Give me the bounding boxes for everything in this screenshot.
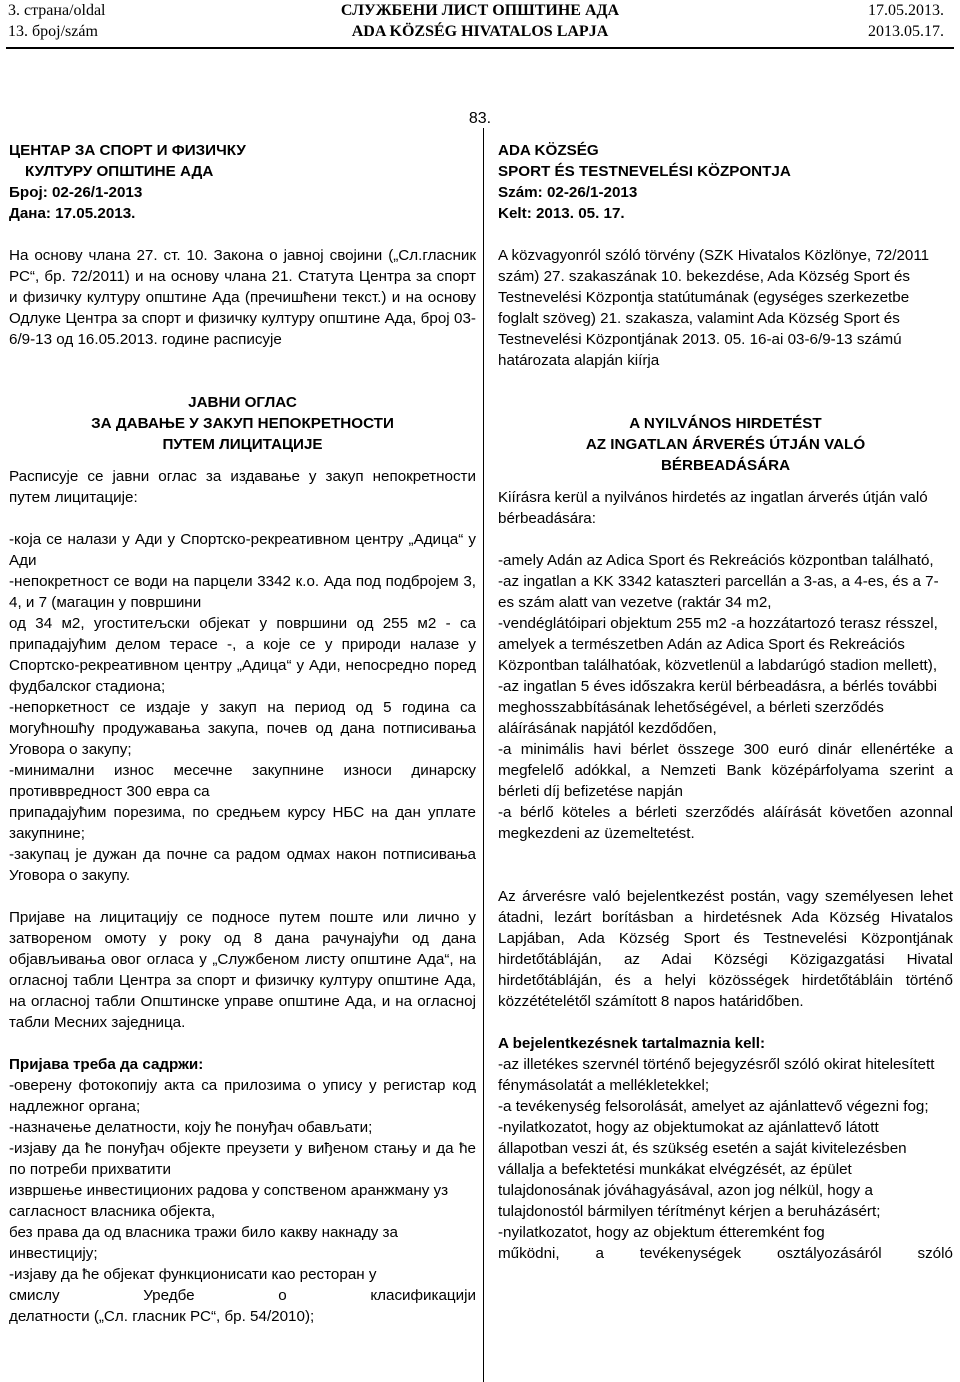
- word: смислу: [9, 1287, 60, 1304]
- word: tevékenységek: [639, 1245, 742, 1262]
- org-name-line2: SPORT ÉS TESTNEVELÉSI KÖZPONTJA: [498, 163, 791, 180]
- condition-parcel: -az ingatlan a KK 3342 kataszteri parcellán a 3-as, a 4-es, és a 7-es szám alatt van vezetve (raktár 34 m2,: [498, 573, 939, 611]
- requirement-gazette-ref: делатности („Сл. гласник РС“, бр. 54/2010);: [9, 1308, 315, 1325]
- application-contents-heading: A bejelentkezésnek tartalmaznia kell:: [498, 1035, 766, 1052]
- header-rule: [6, 47, 954, 49]
- notice-intro: Расписује се јавни оглас за издавање у закуп непокретности путем лицитације:: [9, 468, 476, 506]
- condition-premises: -vendéglátóipari objektum 255 m2 -a hozzátartozó terasz résszel, amelyek a természetben Adán az Adica Sport és Rekreációs Központban találhatóak, közvetlenül a labdarúgó stadion mellett),: [498, 615, 938, 674]
- item-number: 83.: [468, 110, 492, 127]
- notice-intro: Kiírásra kerül a nyilvános hirdetés az ingatlan árverés útján való bérbeadására:: [498, 489, 928, 527]
- org-name-line1: ЦЕНТАР ЗА СПОРТ И ФИЗИЧКУ: [9, 142, 246, 159]
- preamble: A közvagyonról szóló törvény (SZK Hivatalos Közlönye, 72/2011 szám) 27. szakaszának 10. bekezdése, Ada Község Sport és Testnevelési Központja statútumának (egységes szerkezetbe foglalt szöveg) 21. szakasza, valamint Ada Község Sport és Testnevelési Központjának 2013. 05. 16-ai 03-6/9-13 számú határozata alapján kiírja: [498, 247, 930, 369]
- header-right: [868, 0, 944, 42]
- serbian-column: [9, 140, 476, 1327]
- word: a: [595, 1245, 604, 1262]
- applications-paragraph: Пријаве на лицитацију се подносе путем поште или лично у затвореном омоту у року од 8 дана рачунајући од дана објављивања овог огласа у „Службеном листу општине Ада“, на огласној табли Центра за спорт и физичку културу општине Ада, на огласној табли Општинске управе општине Ада, и на огласној табли Месних заједница.: [9, 909, 476, 1031]
- notice-title-line1: ЈАВНИ ОГЛАС: [188, 394, 297, 411]
- requirement-restaurant: -изјаву да ће објекат функционисати као ресторан у: [9, 1266, 377, 1283]
- requirement-takeover: -nyilatkozatot, hogy az objektumokat az ajánlattevő látott állapotban veszi át, és szükség esetén a saját kivitelezésben vállalja a befektetési munkákat elvégzését, az épület tulajdonosának jóváhagyásával, azon jog nélkül, hogy a tulajdonostól bármilyen térítményt kérjen a beruházásért;: [498, 1119, 907, 1220]
- condition-premises: од 34 м2, угоститељски објекат у површини од 255 м2 - са припадајућим делом терасе -, а које се у природи налазе у Спортско-рекреативном центру „Адица“ у Ади, непосредно поред фудбалског стадиона;: [9, 615, 476, 695]
- requirement-takeover: -изјаву да ће понуђач објекте преузети у виђеном стању и да ће по потреби прихватити: [9, 1140, 476, 1178]
- condition-term: -непоркетност се издаје у закуп на период од 5 година са могућношћу продужавања закупа, почев од дана потписивања Уговора о закупу;: [9, 699, 476, 758]
- application-contents-heading: Пријава треба да садржи:: [9, 1056, 204, 1073]
- word: Уредбе: [143, 1287, 195, 1304]
- notice-title-line3: ПУТЕМ ЛИЦИТАЦИЈЕ: [162, 436, 323, 453]
- word: класификацији: [370, 1287, 476, 1304]
- document-date: Kelt: 2013. 05. 17.: [498, 205, 625, 222]
- requirement-activity: -назначење делатности, коју ће понуђач обављати;: [9, 1119, 373, 1136]
- issue-number-label: 13. број/szám: [8, 23, 98, 40]
- notice-title-line3: BÉRBEADÁSÁRA: [660, 457, 791, 474]
- gazette-title-sr: СЛУЖБЕНИ ЛИСТ ОПШТИНЕ АДА: [340, 2, 620, 19]
- gazette-title-hu: ADA KÖZSÉG HIVATALOS LAPJA: [351, 23, 609, 40]
- condition-minimum-rent: -a minimális havi bérlet összege 300 euró dinár ellenértéke a megfelelő adókkal, a Nemzeti Bank középárfolyama szerint a bérleti díj befizetése napján: [498, 741, 953, 800]
- hungarian-column: [498, 140, 953, 1264]
- document-number: Број: 02-26/1-2013: [9, 184, 143, 201]
- date-sr: 17.05.2013.: [868, 2, 944, 19]
- word: osztályozásáról: [776, 1245, 882, 1262]
- condition-term: -az ingatlan 5 éves időszakra kerül bérbeadásra, a bérlés további meghosszabbításának lehetőségével, a bérleti szerződés aláírásának napjától kezdődően,: [498, 678, 938, 737]
- notice-title-line1: A NYILVÁNOS HIRDETÉST: [629, 415, 822, 432]
- org-name-line2: КУЛТУРУ ОПШТИНЕ АДА: [25, 163, 214, 180]
- condition-start: -a bérlő köteles a bérleti szerződés aláírását követően azonnal megkezdeni az üzemeltetést.: [498, 804, 953, 842]
- condition-minimum-rent: -минимални износ месечне закупнине износи динарску противвредност 300 евра са: [9, 762, 476, 800]
- requirement-no-compensation: без права да од власника тражи било какву накнаду за инвестицију;: [9, 1224, 398, 1262]
- requirement-restaurant: -nyilatkozatot, hogy az objektum étteremként fog: [498, 1224, 825, 1241]
- page-number-label: 3. страна/oldal: [8, 2, 106, 19]
- org-name-line1: ADA KÖZSÉG: [498, 142, 599, 159]
- condition-parcel: -непокретност се води на парцели 3342 к.о. Ада под подбројем 3, 4, и 7 (магацин у површини: [9, 573, 476, 611]
- condition-rent-taxes: припадајућим порезима, по средњем курсу НБС на дан уплате закупнине;: [9, 804, 476, 842]
- requirement-activity: -a tevékenység felsorolását, amelyet az ajánlattevő végezni fog;: [498, 1098, 929, 1115]
- date-hu: 2013.05.17.: [868, 23, 944, 40]
- requirement-investment: извршење инвестиционих радова у сопственом аранжману уз сагласност власника објекта,: [9, 1182, 449, 1220]
- word: о: [278, 1287, 287, 1304]
- condition-start: -закупац је дужан да почне са радом одмах након потписивања Уговора о закупу.: [9, 846, 476, 884]
- header-center: [0, 0, 960, 42]
- word: működni,: [498, 1245, 560, 1262]
- word: szóló: [917, 1245, 953, 1262]
- page-header: [0, 0, 960, 44]
- document-date: Дана: 17.05.2013.: [9, 205, 136, 222]
- requirement-regulation-line: [9, 1285, 476, 1306]
- notice-title-line2: AZ INGATLAN ÁRVERÉS ÚTJÁN VALÓ: [585, 436, 866, 453]
- requirement-classification-line: [498, 1243, 953, 1264]
- preamble: На основу члана 27. ст. 10. Закона о јавној својини („Сл.гласник РС“, бр. 72/2011) и на основу члана 21. Статута Центра за спорт и физичку културу општине Ада (пречишћени текст.) и на основу Одлуке Центра за спорт и физичку културу општине Ада, број 03-6/9-13 од 16.05.2013. године расписује: [9, 247, 476, 348]
- requirement-registration: -az illetékes szervnél történő bejegyzésről szóló okirat hitelesített fénymásolatát a mellékletekkel;: [498, 1056, 935, 1094]
- applications-paragraph: Az árverésre való bejelentkezést postán, vagy személyesen lehet átadni, lezárt borításban a hirdetésnek Ada Község Hivatalos Lapjában, Ada Község Sport és Testnevelési Központjának hirdetőtábláján, az Adai Községi Közigazgatási Hivatal hirdetőtábláján, és a helyi közösségek hirdetőtábláin történő közzétételétől számított 8 napos határidőben.: [498, 888, 953, 1010]
- condition-location: -amely Adán az Adica Sport és Rekreációs központban található,: [498, 552, 934, 569]
- notice-title-line2: ЗА ДАВАЊЕ У ЗАКУП НЕПОКРЕТНОСТИ: [91, 415, 394, 432]
- column-divider: [483, 128, 484, 1382]
- document-number: Szám: 02-26/1-2013: [498, 184, 638, 201]
- requirement-registration: -оверену фотокопију акта са прилозима о упису у регистар код надлежног органа;: [9, 1077, 476, 1115]
- condition-location: -која се налази у Ади у Спортско-рекреативном центру „Адица“ у Ади: [9, 531, 476, 569]
